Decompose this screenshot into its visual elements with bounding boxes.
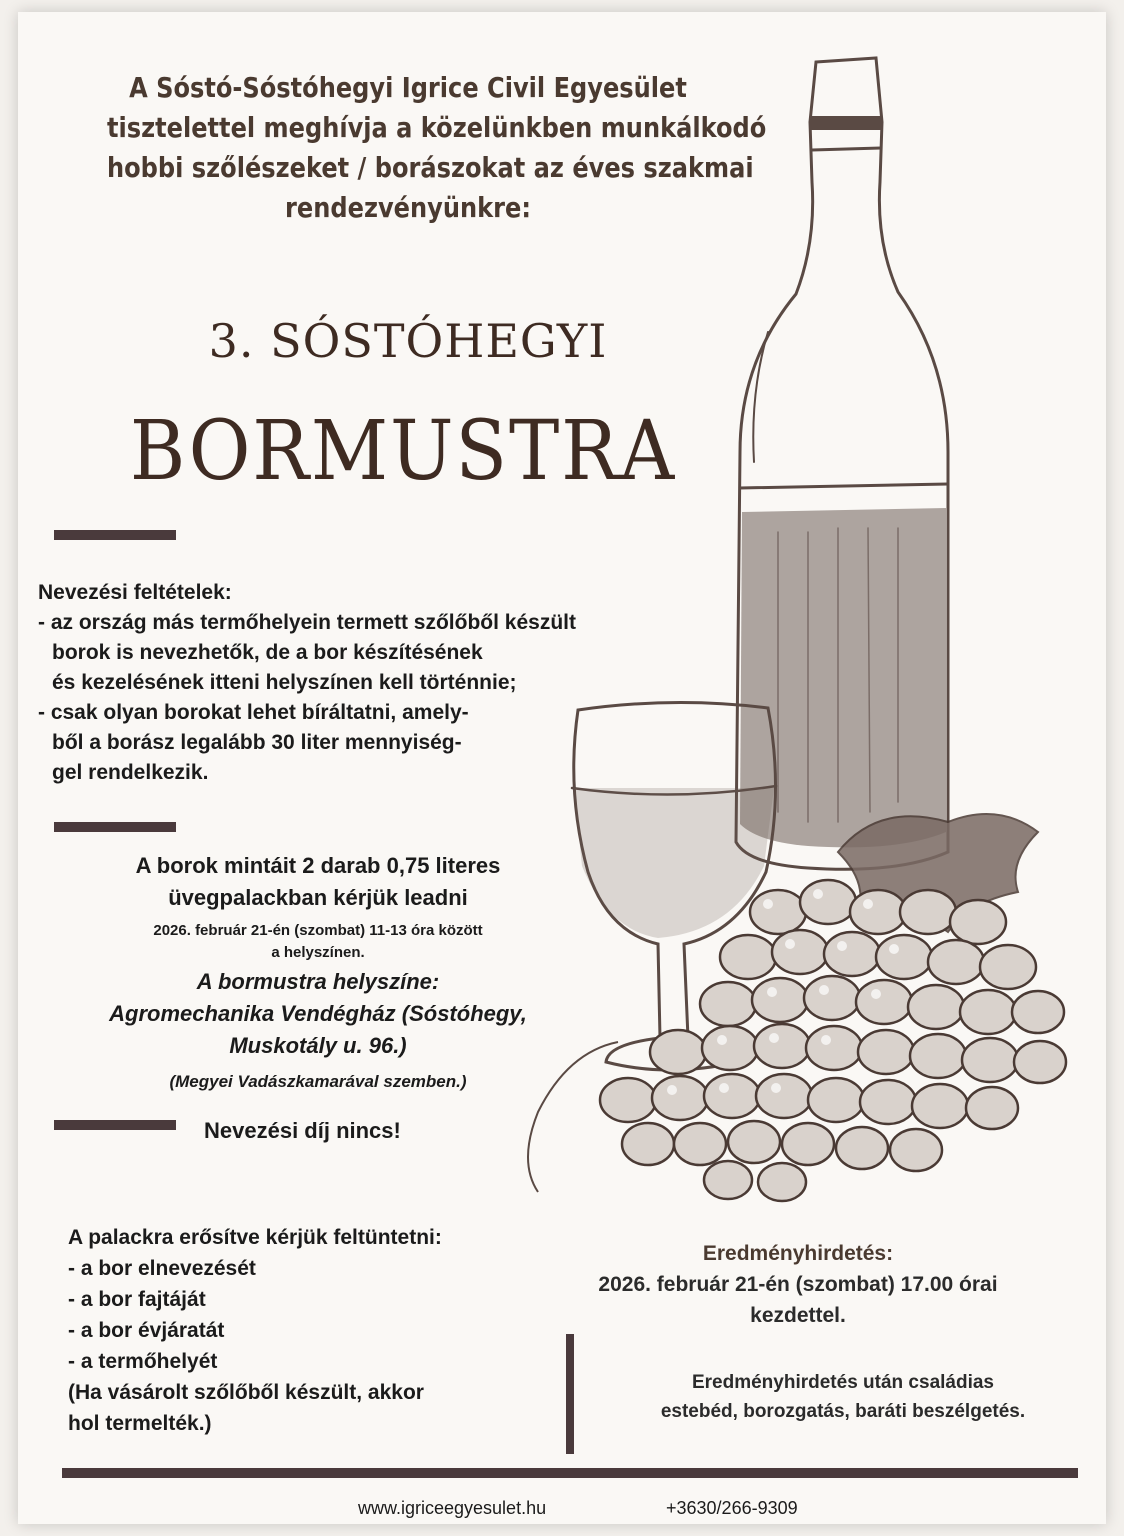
- divider-bar: [54, 822, 176, 832]
- label-item: hol termelték.): [68, 1412, 212, 1435]
- delivery-date: 2026. február 21-én (szombat) 11-13 óra között: [153, 922, 483, 939]
- entry-fee-note: Nevezési díj nincs!: [204, 1118, 401, 1143]
- entry-conditions: [38, 578, 718, 788]
- conditions-heading: Nevezési feltételek:: [38, 581, 232, 604]
- condition-line: borok is nevezhetők, de a bor készítésének: [52, 641, 483, 664]
- label-heading: A palackra erősítve kérjük feltüntetni:: [68, 1226, 442, 1249]
- label-item: (Ha vásárolt szőlőből készült, akkor: [68, 1381, 424, 1404]
- invitation-line: A Sóstó-Sóstóhegyi Igrice Civil Egyesület: [129, 71, 687, 104]
- label-item: - a bor elnevezését: [68, 1257, 256, 1280]
- condition-line: gel rendelkezik.: [52, 761, 209, 784]
- condition-line: ből a borász legalább 30 liter mennyiség-: [52, 731, 462, 754]
- divider-bar: [54, 530, 176, 540]
- sample-delivery-info: [58, 850, 578, 1094]
- results-date: 2026. február 21-én (szombat) 17.00 órai: [598, 1273, 998, 1296]
- results-start: kezdettel.: [750, 1304, 846, 1327]
- invitation-line: tisztelettel meghívja a közelünkben munkálkodó: [107, 111, 767, 144]
- venue-heading: A bormustra helyszíne:: [196, 969, 440, 994]
- venue-note: (Megyei Vadászkamarával szemben.): [169, 1072, 467, 1091]
- bottle-label-info: [68, 1222, 548, 1439]
- after-event-info: [578, 1368, 1108, 1426]
- condition-line: - az ország más termőhelyein termett szőlőből készült: [38, 611, 576, 634]
- after-event-line: Eredményhirdetés után családias: [691, 1372, 994, 1393]
- website-link[interactable]: www.igriceegyesulet.hu: [358, 1498, 547, 1518]
- condition-line: - csak olyan borokat lehet bíráltatni, amely-: [38, 701, 469, 724]
- after-event-line: estebéd, borozgatás, baráti beszélgetés.: [660, 1401, 1026, 1422]
- event-title: BORMUSTRA: [129, 404, 677, 499]
- venue-address: Muskotály u. 96.): [229, 1033, 407, 1058]
- divider-bar: [54, 1120, 176, 1130]
- venue-address: Agromechanika Vendégház (Sóstóhegy,: [109, 1001, 527, 1026]
- condition-line: és kezelésének itteni helyszínen kell történnie;: [52, 671, 517, 694]
- delivery-line: A borok mintáit 2 darab 0,75 literes: [135, 853, 501, 878]
- delivery-line: üvegpalackban kérjük leadni: [168, 885, 468, 910]
- phone-number: +3630/266-9309: [666, 1498, 798, 1518]
- label-item: - a termőhelyét: [68, 1350, 218, 1373]
- vertical-divider: [566, 1334, 574, 1454]
- bottle-label-band: [811, 116, 881, 130]
- label-item: - a bor évjáratát: [68, 1319, 225, 1342]
- invitation-line: rendezvényünkre:: [285, 191, 531, 224]
- results-announcement: [518, 1238, 1078, 1331]
- invitation-text: [107, 68, 767, 228]
- label-item: - a bor fajtáját: [68, 1288, 206, 1311]
- invitation-line: hobbi szőlészeket / borászokat az éves szakmai: [107, 151, 754, 184]
- event-subtitle: 3. SÓSTÓHEGYI: [208, 314, 608, 368]
- results-heading: Eredményhirdetés:: [702, 1242, 894, 1265]
- delivery-location: a helyszínen.: [271, 944, 365, 961]
- footer-divider: [62, 1468, 1078, 1478]
- poster: [18, 12, 1106, 1524]
